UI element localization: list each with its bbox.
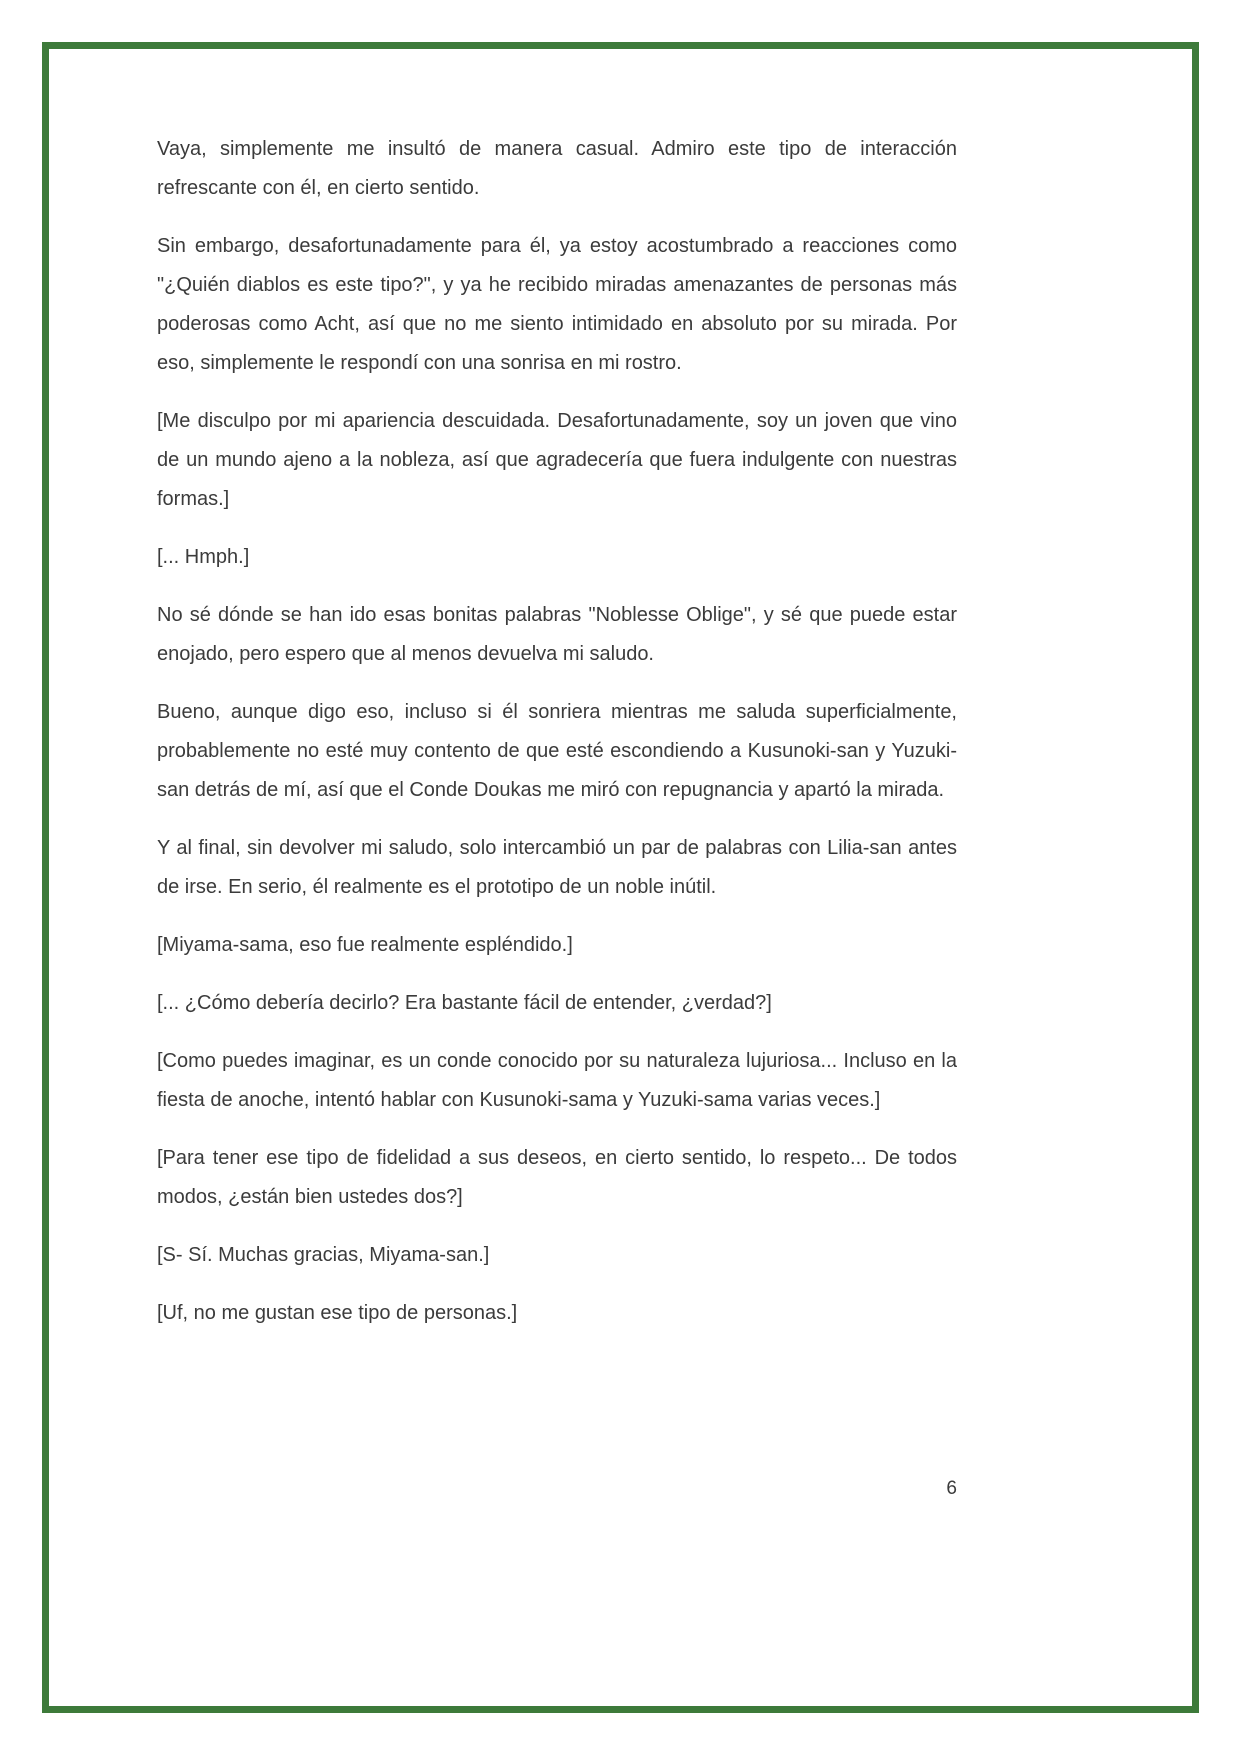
paragraph: No sé dónde se han ido esas bonitas palabras "Noblesse Oblige", y sé que puede estar enojado, pero espero que al menos devuelva mi saludo. bbox=[157, 604, 957, 665]
text-content bbox=[157, 130, 957, 1352]
paragraph: [Como puedes imaginar, es un conde conocido por su naturaleza lujuriosa... Incluso en la fiesta de anoche, intentó hablar con Kusunoki-sama y Yuzuki-sama varias veces.] bbox=[157, 1050, 957, 1111]
page-number: 6 bbox=[946, 1478, 957, 1499]
paragraph: Y al final, sin devolver mi saludo, solo intercambió un par de palabras con Lilia-san antes de irse. En serio, él realmente es el prototipo de un noble inútil. bbox=[157, 837, 957, 898]
paragraph: [Uf, no me gustan ese tipo de personas.] bbox=[157, 1302, 518, 1324]
paragraph: [Me disculpo por mi apariencia descuidada. Desafortunadamente, soy un joven que vino de un mundo ajeno a la nobleza, así que agradecería que fuera indulgente con nuestras formas.] bbox=[157, 410, 957, 510]
paragraph: Sin embargo, desafortunadamente para él, ya estoy acostumbrado a reacciones como "¿Quién diablos es este tipo?", y ya he recibido miradas amenazantes de personas más poderosas como Acht, así que no me siento intimidado en absoluto por su mirada. Por eso, simplemente le respondí con una sonrisa en mi rostro. bbox=[157, 235, 957, 374]
paragraph: [Miyama-sama, eso fue realmente espléndido.] bbox=[157, 934, 573, 956]
paragraph: [... ¿Cómo debería decirlo? Era bastante fácil de entender, ¿verdad?] bbox=[157, 992, 772, 1014]
paragraph: [S- Sí. Muchas gracias, Miyama-san.] bbox=[157, 1244, 490, 1266]
paragraph: Bueno, aunque digo eso, incluso si él sonriera mientras me saluda superficialmente, probablemente no esté muy contento de que esté escondiendo a Kusunoki-san y Yuzuki-san detrás de mí, así que el Conde Doukas me miró con repugnancia y apartó la mirada. bbox=[157, 701, 957, 801]
paragraph: [... Hmph.] bbox=[157, 546, 250, 568]
paragraph: [Para tener ese tipo de fidelidad a sus deseos, en cierto sentido, lo respeto... De todos modos, ¿están bien ustedes dos?] bbox=[157, 1147, 957, 1208]
paragraph: Vaya, simplemente me insultó de manera casual. Admiro este tipo de interacción refrescante con él, en cierto sentido. bbox=[157, 138, 957, 199]
